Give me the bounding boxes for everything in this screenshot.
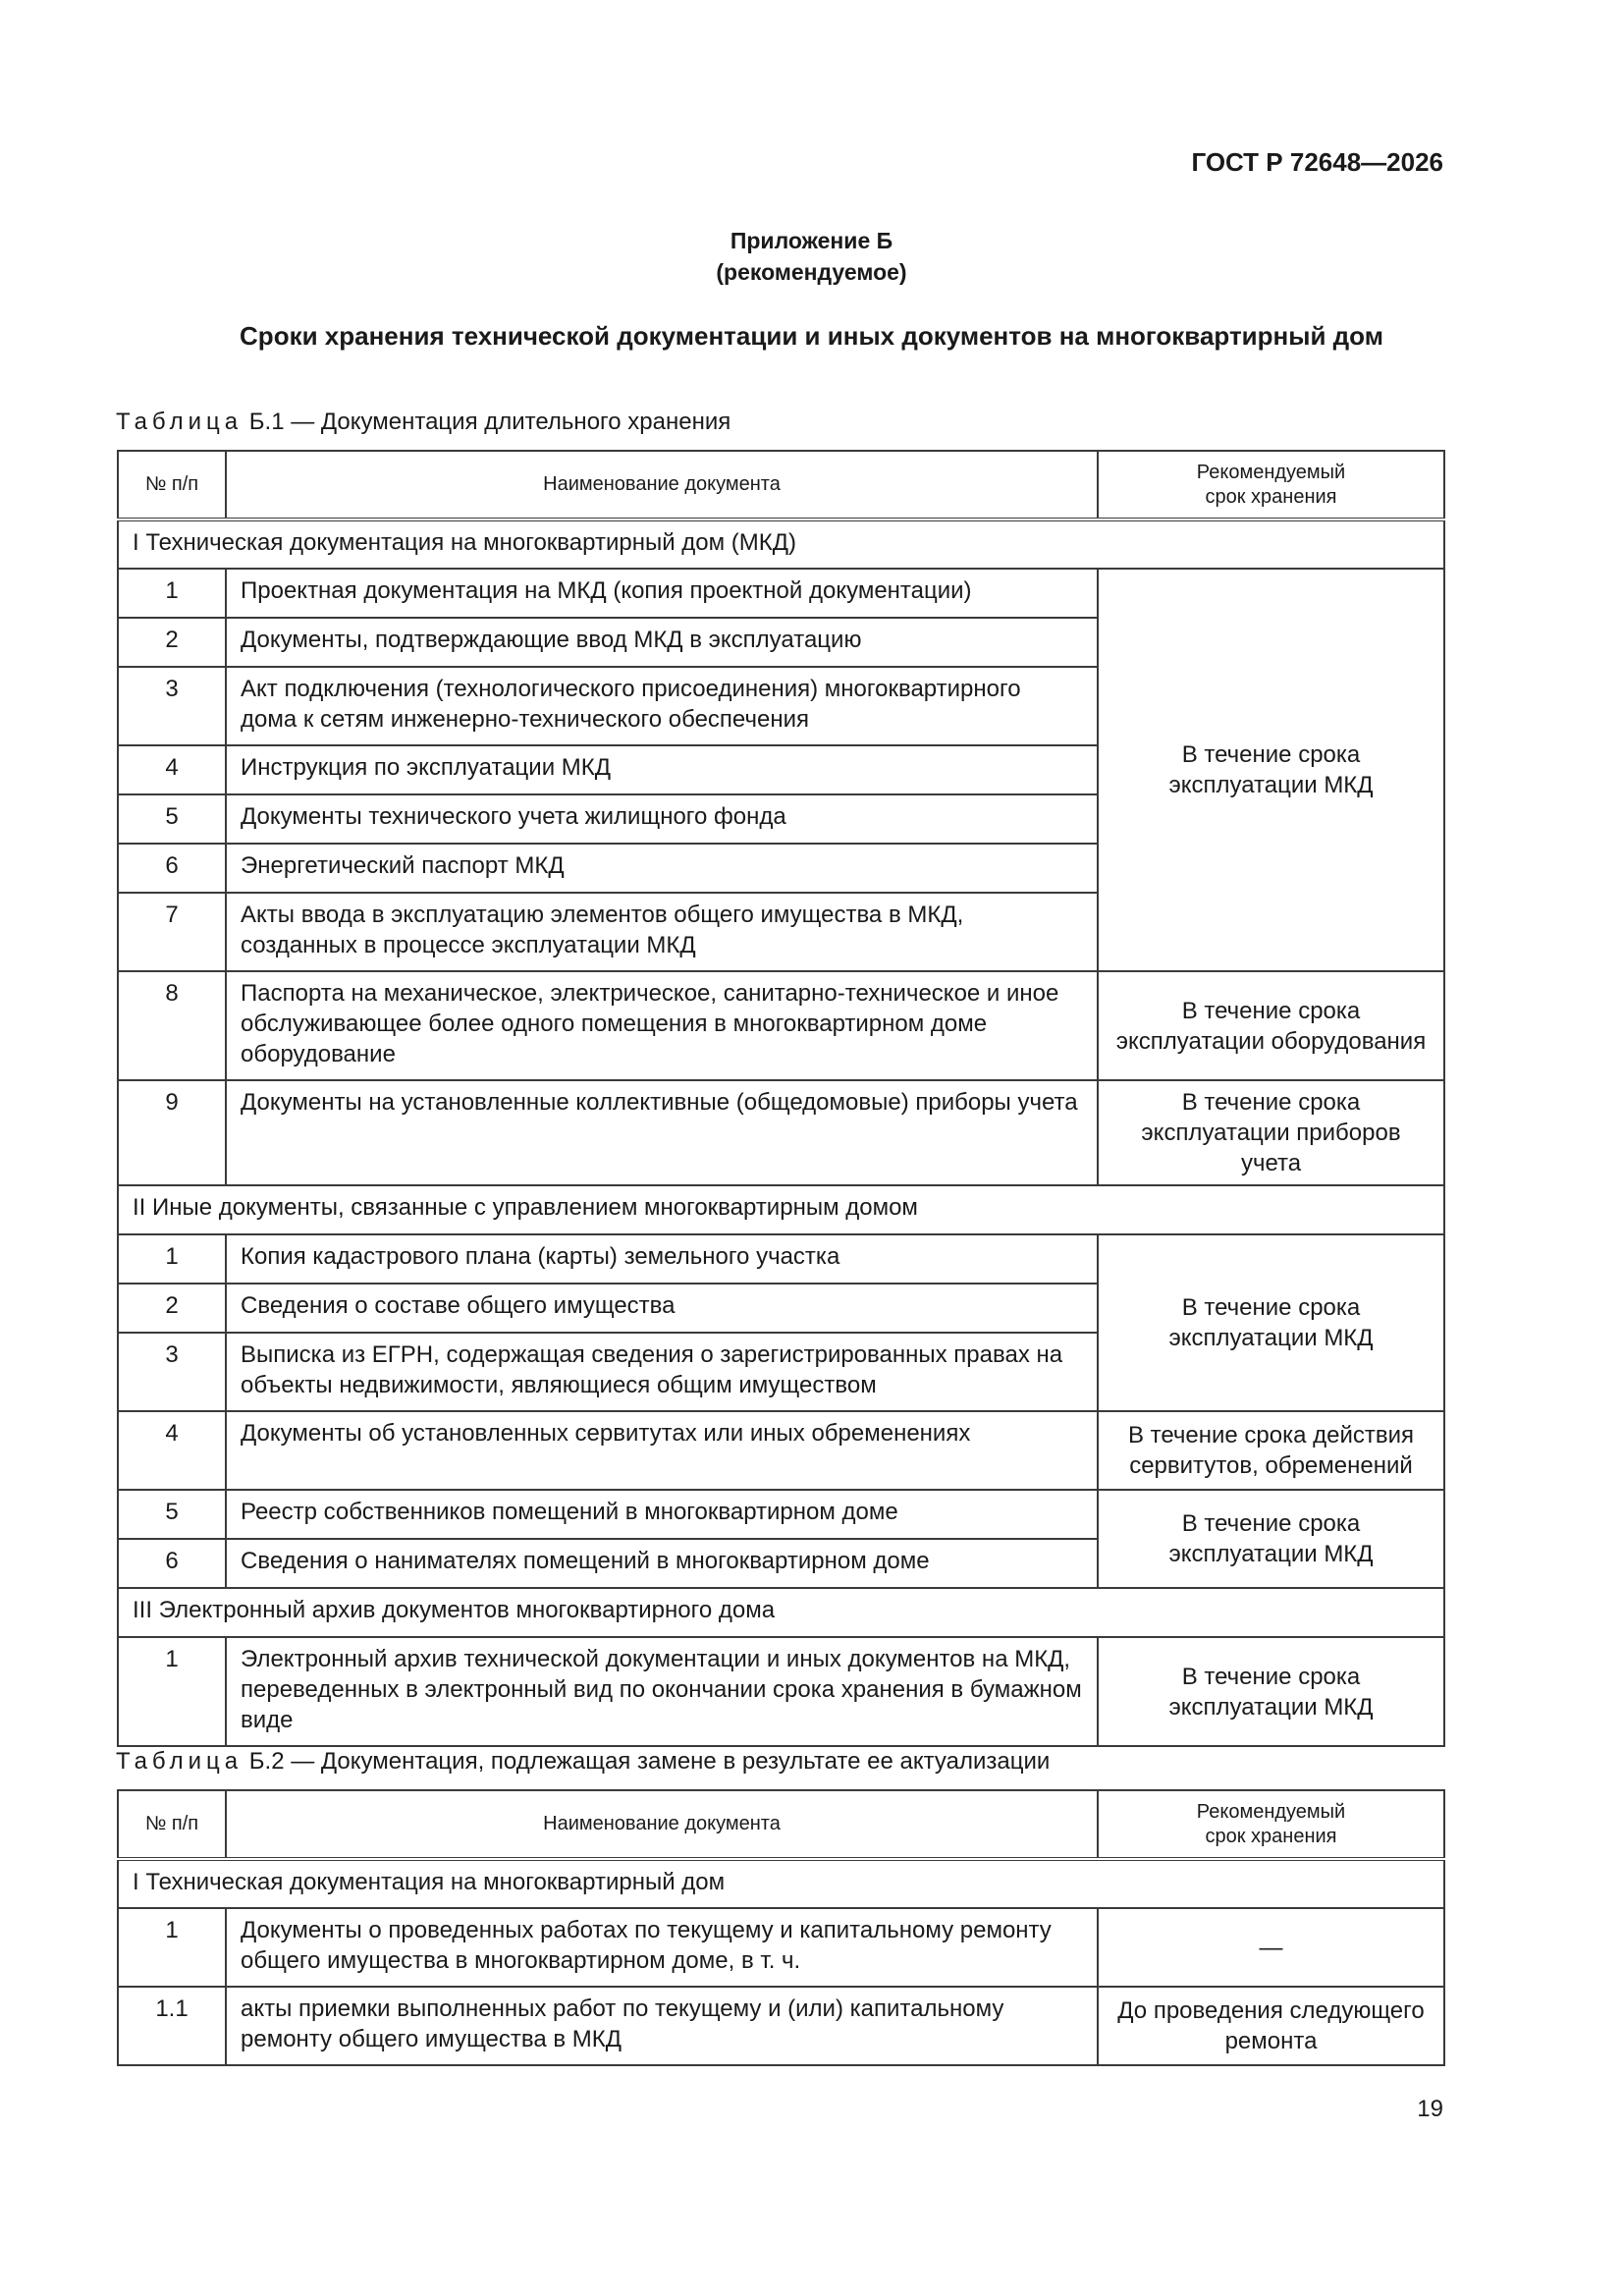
- row-num: 3: [118, 667, 226, 745]
- section-row: [118, 519, 1444, 569]
- row-num: 2: [118, 618, 226, 667]
- table1-header-num: № п/п: [118, 451, 226, 519]
- row-name: Проектная документация на МКД (копия проектной документации): [226, 569, 1098, 618]
- table2-header-row: [118, 1790, 1444, 1859]
- section-title: I Техническая документация на многоквартирный дом (МКД): [118, 519, 1444, 569]
- row-term: В течение срока эксплуатации МКД: [1098, 1490, 1444, 1588]
- row-name: Документы об установленных сервитутах или иных обременениях: [226, 1411, 1098, 1490]
- appendix-subtitle: (рекомендуемое): [716, 259, 907, 285]
- section-row: [118, 1185, 1444, 1234]
- row-term: В течение срока эксплуатации приборов учета: [1098, 1080, 1444, 1185]
- row-num: 2: [118, 1284, 226, 1333]
- table2-header-num: № п/п: [118, 1790, 226, 1859]
- table1-header-term: [1098, 451, 1444, 519]
- row-num: 1.1: [118, 1987, 226, 2065]
- row-name: Выписка из ЕГРН, содержащая сведения о зарегистрированных правах на объекты недвижимости, являющиеся общим имуществом: [226, 1333, 1098, 1411]
- table-row: [118, 569, 1444, 618]
- row-num: 1: [118, 1908, 226, 1987]
- row-name: Документы о проведенных работах по текущему и капитальному ремонту общего имущества в многоквартирном доме, в т. ч.: [226, 1908, 1098, 1987]
- row-name: Документы на установленные коллективные (общедомовые) приборы учета: [226, 1080, 1098, 1185]
- table2-caption-prefix: Таблица: [116, 1748, 243, 1775]
- document-title: Сроки хранения технической документации и иных документов на многоквартирный дом: [240, 321, 1383, 351]
- section-title: II Иные документы, связанные с управлением многоквартирным домом: [118, 1185, 1444, 1234]
- row-num: 1: [118, 1234, 226, 1284]
- table-b2: [117, 1789, 1445, 2066]
- row-num: 1: [118, 569, 226, 618]
- table-row: [118, 1908, 1444, 1987]
- row-num: 5: [118, 1490, 226, 1539]
- table-row: [118, 1987, 1444, 2065]
- row-name: Инструкция по эксплуатации МКД: [226, 745, 1098, 794]
- table-row: [118, 1234, 1444, 1284]
- row-term: В течение срока эксплуатации оборудования: [1098, 971, 1444, 1080]
- table2-header-term-line1: Рекомендуемый: [1196, 1800, 1346, 1823]
- row-num: 5: [118, 794, 226, 844]
- table-row: [118, 971, 1444, 1080]
- table2-header-term-line2: срок хранения: [1205, 1825, 1337, 1847]
- row-num: 1: [118, 1637, 226, 1746]
- row-num: 4: [118, 1411, 226, 1490]
- row-term: В течение срока действия сервитутов, обременений: [1098, 1411, 1444, 1490]
- row-name: Паспорта на механическое, электрическое, санитарно-техническое и иное обслуживающее более одного помещения в многоквартирном доме оборудование: [226, 971, 1098, 1080]
- table1-caption-text: Б.1 — Документация длительного хранения: [243, 409, 731, 435]
- table-b1: [117, 450, 1445, 1747]
- row-name: Энергетический паспорт МКД: [226, 844, 1098, 893]
- table-row: [118, 1080, 1444, 1185]
- page-number: 19: [1417, 2096, 1443, 2122]
- table2-header-term: [1098, 1790, 1444, 1859]
- row-name: Документы, подтверждающие ввод МКД в эксплуатацию: [226, 618, 1098, 667]
- table1-header-row: [118, 451, 1444, 519]
- appendix-title: Приложение Б: [730, 228, 893, 253]
- section-title: III Электронный архив документов многоквартирного дома: [118, 1588, 1444, 1637]
- row-name: Копия кадастрового плана (карты) земельного участка: [226, 1234, 1098, 1284]
- row-term: В течение срока эксплуатации МКД: [1098, 569, 1444, 971]
- section-row: [118, 1859, 1444, 1908]
- table2-caption: [116, 1748, 1050, 1776]
- row-name: Реестр собственников помещений в многоквартирном доме: [226, 1490, 1098, 1539]
- row-name: Акты ввода в эксплуатацию элементов общего имущества в МКД, созданных в процессе эксплуатации МКД: [226, 893, 1098, 971]
- standard-designation: ГОСТ Р 72648—2026: [1191, 147, 1443, 177]
- table-row: [118, 1637, 1444, 1746]
- row-num: 4: [118, 745, 226, 794]
- row-name: Электронный архив технической документации и иных документов на МКД, переведенных в электронный вид по окончании срока хранения в бумажном виде: [226, 1637, 1098, 1746]
- table-row: [118, 1411, 1444, 1490]
- row-num: 9: [118, 1080, 226, 1185]
- row-num: 7: [118, 893, 226, 971]
- table1-header-term-line2: срок хранения: [1205, 485, 1337, 508]
- row-term: До проведения следующего ремонта: [1098, 1987, 1444, 2065]
- row-num: 3: [118, 1333, 226, 1411]
- row-num: 6: [118, 1539, 226, 1588]
- row-term: —: [1098, 1908, 1444, 1987]
- section-title: I Техническая документация на многоквартирный дом: [118, 1859, 1444, 1908]
- table1-header-name: Наименование документа: [226, 451, 1098, 519]
- table1-header-term-line1: Рекомендуемый: [1196, 461, 1346, 483]
- table1-caption: [116, 409, 730, 436]
- table2-caption-text: Б.2 — Документация, подлежащая замене в результате ее актуализации: [243, 1748, 1051, 1775]
- section-row: [118, 1588, 1444, 1637]
- row-term: В течение срока эксплуатации МКД: [1098, 1637, 1444, 1746]
- row-name: Сведения о составе общего имущества: [226, 1284, 1098, 1333]
- table2-header-name: Наименование документа: [226, 1790, 1098, 1859]
- row-name: Документы технического учета жилищного фонда: [226, 794, 1098, 844]
- table-row: [118, 1490, 1444, 1539]
- row-num: 6: [118, 844, 226, 893]
- table1-caption-prefix: Таблица: [116, 409, 243, 435]
- row-num: 8: [118, 971, 226, 1080]
- row-name: акты приемки выполненных работ по текущему и (или) капитальному ремонту общего имущества в МКД: [226, 1987, 1098, 2065]
- row-term: В течение срока эксплуатации МКД: [1098, 1234, 1444, 1411]
- row-name: Сведения о нанимателях помещений в многоквартирном доме: [226, 1539, 1098, 1588]
- row-name: Акт подключения (технологического присоединения) многоквартирного дома к сетям инженерно-технического обеспечения: [226, 667, 1098, 745]
